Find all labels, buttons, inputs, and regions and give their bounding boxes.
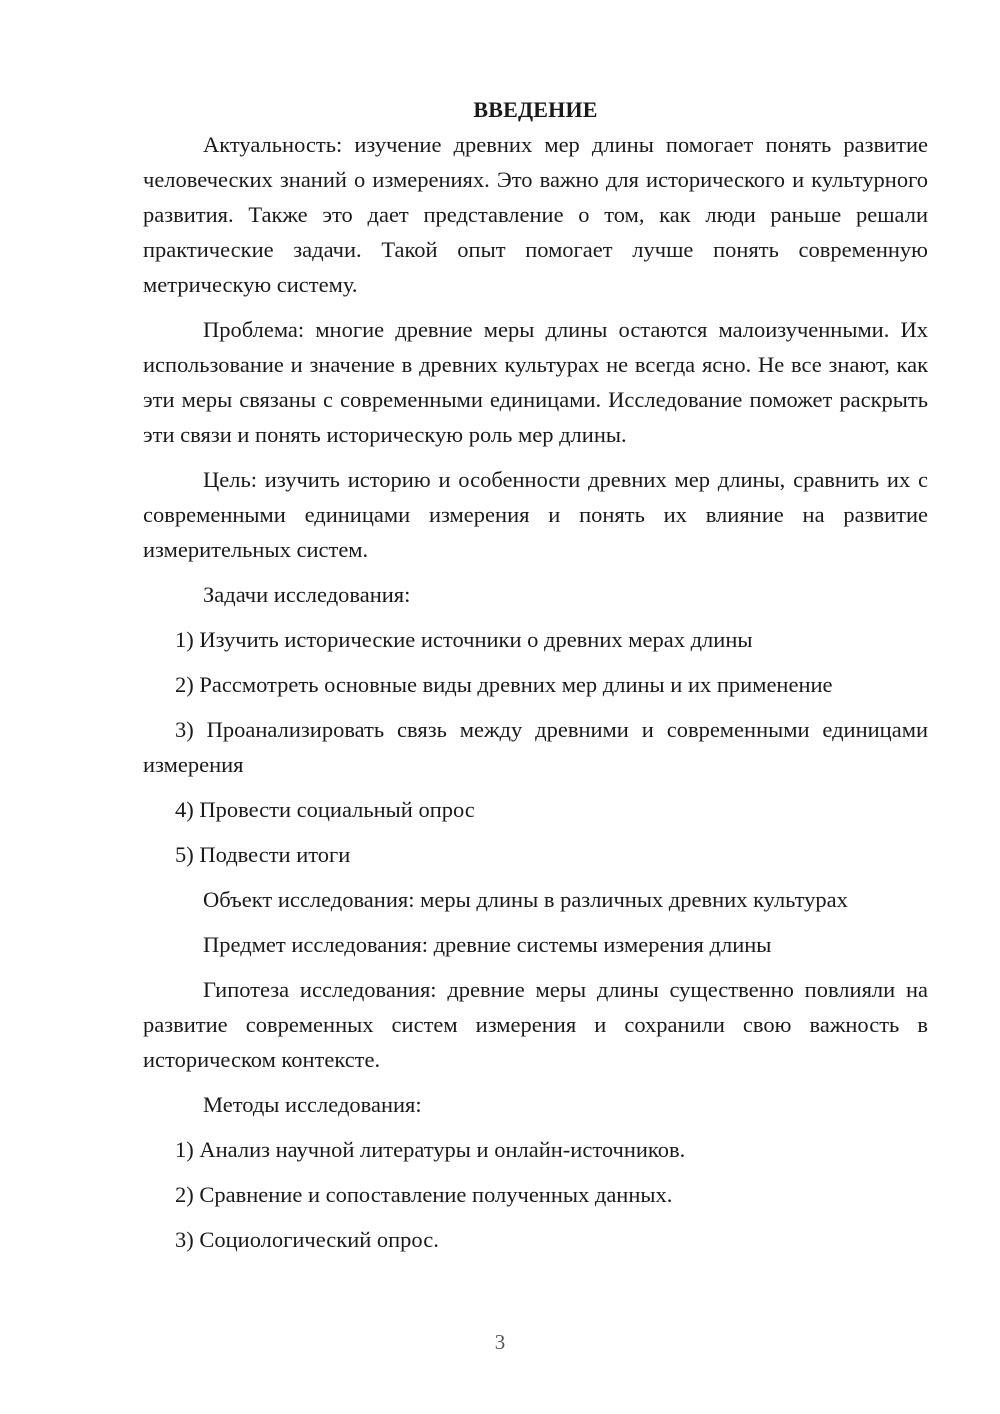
task-item: 2) Рассмотреть основные виды древних мер длины и их применение [175,672,833,697]
method-item: 3) Социологический опрос. [175,1227,439,1252]
page-number: 3 [494,1330,506,1354]
task-item: 5) Подвести итоги [175,842,351,867]
goal-paragraph: Цель: изучить историю и особенности древних мер длины, сравнить их с современными единицами измерения и понять их влияние на развитие измерительных систем. [143,467,928,562]
relevance-paragraph: Актуальность: изучение древних мер длины помогает понять развитие человеческих знаний о измерениях. Это важно для исторического и культурного развития. Также это дает представление о том, как люди раньше решали практические задачи. Такой опыт помогает лучше понять современную метрическую систему. [143,132,928,297]
task-item: 3) Проанализировать связь между древними и современными единицами измерения [143,717,928,777]
page-title: ВВЕДЕНИЕ [473,97,598,122]
hypothesis-paragraph: Гипотеза исследования: древние меры длины существенно повлияли на развитие современных систем измерения и сохранили свою важность в историческом контексте. [143,977,928,1072]
object-paragraph: Объект исследования: меры длины в различных древних культурах [203,887,848,912]
task-item: 4) Провести социальный опрос [175,797,475,822]
methods-heading: Методы исследования: [203,1092,422,1117]
subject-paragraph: Предмет исследования: древние системы измерения длины [203,932,772,957]
method-item: 2) Сравнение и сопоставление полученных данных. [175,1182,673,1207]
method-item: 1) Анализ научной литературы и онлайн-источников. [175,1137,686,1162]
problem-paragraph: Проблема: многие древние меры длины остаются малоизученными. Их использование и значение в древних культурах не всегда ясно. Не все знают, как эти меры связаны с современными единицами. Исследование поможет раскрыть эти связи и понять историческую роль мер длины. [143,317,928,447]
task-item: 1) Изучить исторические источники о древних мерах длины [175,627,753,652]
page-content [143,92,928,1267]
tasks-heading: Задачи исследования: [203,582,411,607]
